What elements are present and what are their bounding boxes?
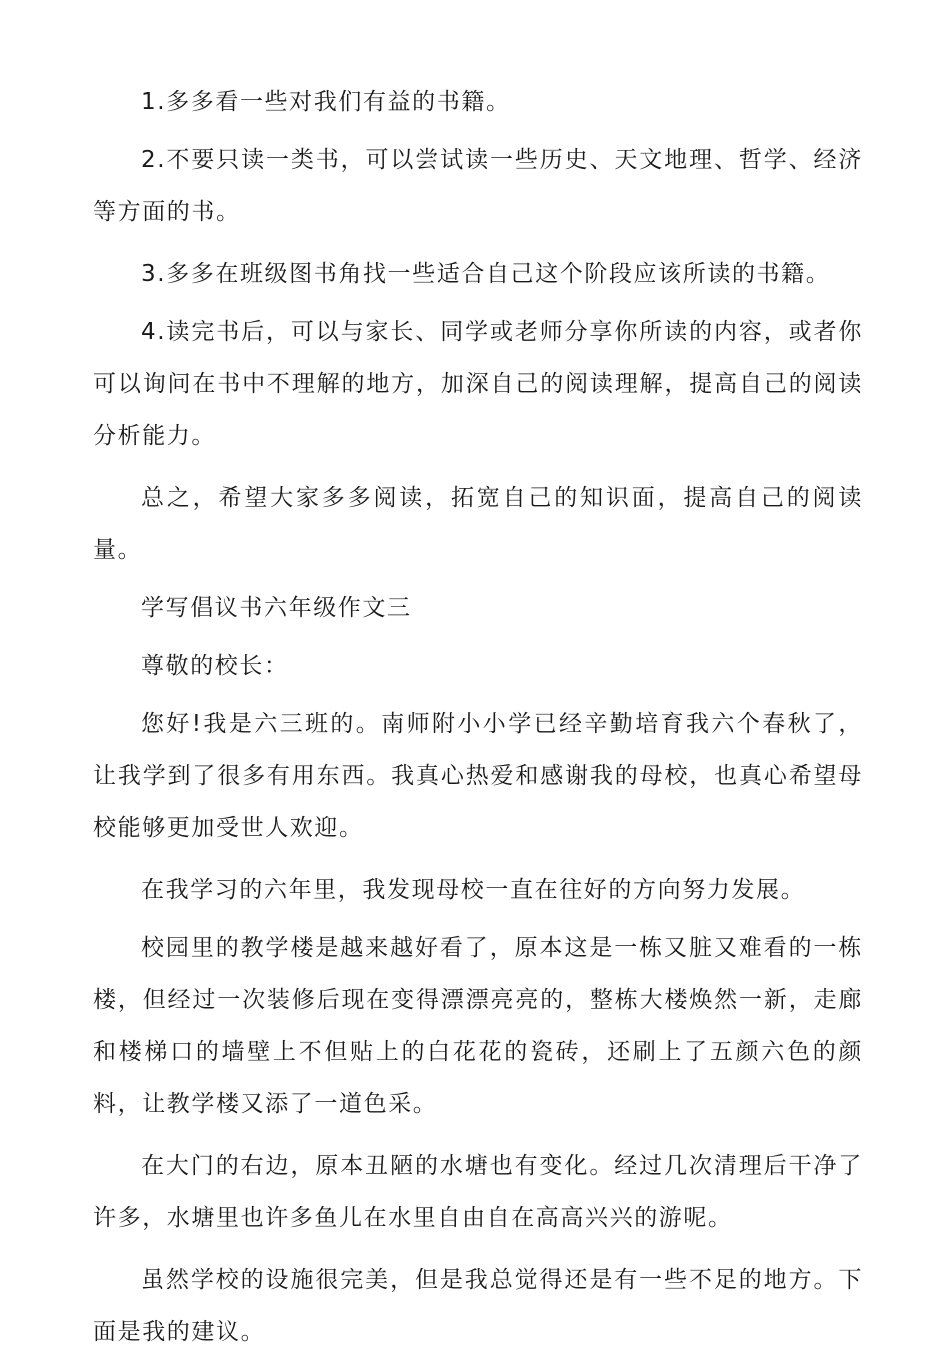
body-paragraph: 您好!我是六三班的。南师附小小学已经辛勤培育我六个春秋了，让我学到了很多有用东西。我真心热爱和感谢我的母校，也真心希望母校能够更加受世人欢迎。 — [93, 711, 863, 841]
suggestion-item-4: 4.读完书后，可以与家长、同学或老师分享你所读的内容，或者你可以询问在书中不理解的地方，加深自己的阅读理解，提高自己的阅读分析能力。 — [93, 319, 863, 449]
suggestion-item-2: 2.不要只读一类书，可以尝试读一些历史、天文地理、哲学、经济等方面的书。 — [93, 147, 863, 225]
document-body — [93, 76, 863, 1368]
body-paragraph: 在大门的右边，原本丑陋的水塘也有变化。经过几次清理后干净了许多，水塘里也许多鱼儿在水里自由自在高高兴兴的游呢。 — [93, 1153, 863, 1231]
suggestion-item-3: 3.多多在班级图书角找一些适合自己这个阶段应该所读的书籍。 — [141, 261, 831, 287]
suggestion-item-1: 1.多多看一些对我们有益的书籍。 — [141, 89, 511, 115]
conclusion-paragraph: 总之，希望大家多多阅读，拓宽自己的知识面，提高自己的阅读量。 — [93, 485, 863, 563]
essay-title: 学写倡议书六年级作文三 — [141, 595, 412, 621]
salutation: 尊敬的校长： — [141, 653, 289, 679]
body-paragraph: 虽然学校的设施很完美，但是我总觉得还是有一些不足的地方。下面是我的建议。 — [93, 1267, 863, 1345]
body-paragraph: 在我学习的六年里，我发现母校一直在往好的方向努力发展。 — [141, 877, 806, 903]
body-paragraph: 校园里的教学楼是越来越好看了，原本这是一栋又脏又难看的一栋楼，但经过一次装修后现在变得漂漂亮亮的，整栋大楼焕然一新，走廊和楼梯口的墙壁上不但贴上的白花花的瓷砖，还刷上了五颜六色的颜料，让教学楼又添了一道色采。 — [93, 935, 863, 1117]
